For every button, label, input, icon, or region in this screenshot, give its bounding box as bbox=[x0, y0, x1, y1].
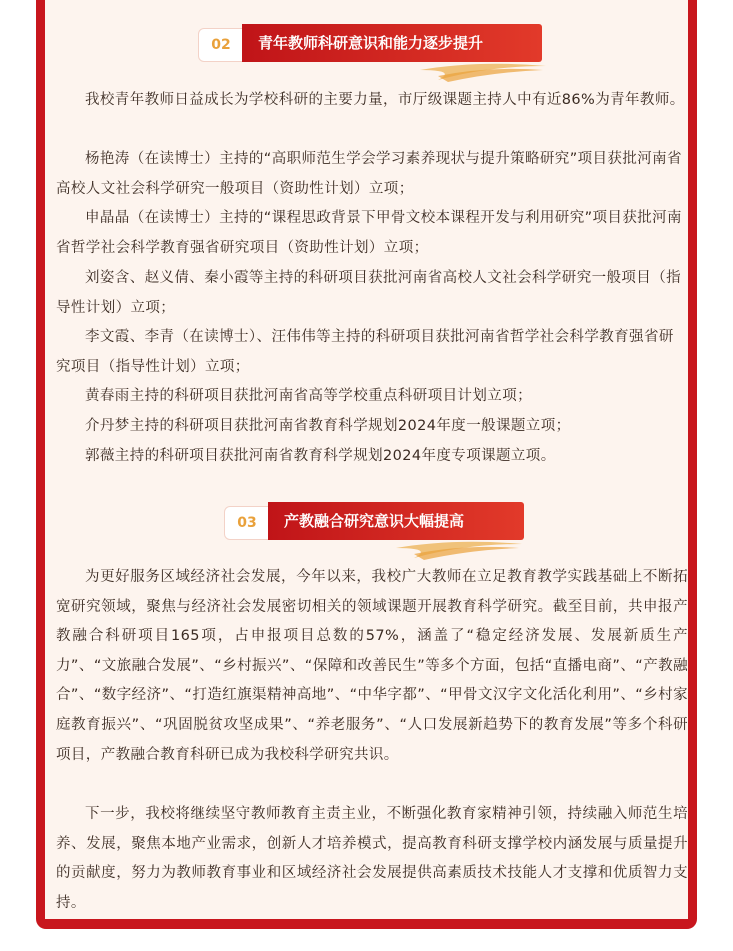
section-number: 03 bbox=[224, 506, 270, 540]
paragraph: 杨艳涛（在读博士）主持的“高职师范生学会学习素养现状与提升策略研究”项目获批河南省高校人文社会科学研究一般项目（资助性计划）立项； bbox=[56, 151, 682, 197]
section-heading-03 bbox=[224, 502, 544, 562]
paragraph: 黄春雨主持的科研项目获批河南省高等学校重点科研项目计划立项； bbox=[85, 388, 532, 404]
section-title: 青年教师科研意识和能力逐步提升 bbox=[242, 24, 542, 62]
section-title: 产教融合研究意识大幅提高 bbox=[268, 502, 524, 540]
paragraph: 下一步，我校将继续坚守教师教育主责主业，不断强化教育家精神引领，持续融入师范生培养、发展，聚焦本地产业需求，创新人才培养模式，提高教育科研支撑学校内涵发展与质量提升的贡献度，努力为教师教育事业和区域经济社会发展提供高素质技术技能人才支撑和优质智力支持。 bbox=[56, 806, 688, 911]
paragraph: 郭薇主持的科研项目获批河南省教育科学规划2024年度专项课题立项。 bbox=[85, 448, 556, 464]
section-heading-02 bbox=[198, 24, 558, 84]
gold-swoosh-icon bbox=[418, 60, 548, 84]
paragraph: 申晶晶（在读博士）主持的“课程思政背景下甲骨文校本课程开发与利用研究”项目获批河南省哲学社会科学教育强省研究项目（资助性计划）立项； bbox=[56, 210, 682, 256]
section-number: 02 bbox=[198, 28, 244, 62]
paragraph: 刘姿含、赵义倩、秦小霞等主持的科研项目获批河南省高校人文社会科学研究一般项目（指导性计划）立项； bbox=[56, 270, 681, 316]
gold-swoosh-icon bbox=[394, 538, 524, 562]
paragraph: 我校青年教师日益成长为学校科研的主要力量，市厅级课题主持人中有近86%为青年教师。 bbox=[85, 92, 685, 108]
paragraph: 为更好服务区域经济社会发展，今年以来，我校广大教师在立足教育教学实践基础上不断拓宽研究领域，聚焦与经济社会发展密切相关的领域课题开展教育科学研究。截至目前，共申报产教融合科研项目165项，占申报项目总数的57%，涵盖了“稳定经济发展、发展新质生产力”、“文旅融合发展”、“乡村振兴”、“保障和改善民生”等多个方面，包括“直播电商”、“产教融合”、“数字经济”、“打造红旗渠精神高地”、“中华字都”、“甲骨文汉字文化活化利用”、“乡村家庭教育振兴”、“巩固脱贫攻坚成果”、“养老服务”、“人口发展新趋势下的教育发展”等多个科研项目，产教融合教育科研已成为我校科学研究共识。 bbox=[56, 569, 688, 763]
paragraph: 介丹梦主持的科研项目获批河南省教育科学规划2024年度一般课题立项； bbox=[85, 418, 571, 434]
paragraph: 李文霞、李青（在读博士）、汪伟伟等主持的科研项目获批河南省哲学社会科学教育强省研究项目（指导性计划）立项； bbox=[56, 329, 674, 375]
